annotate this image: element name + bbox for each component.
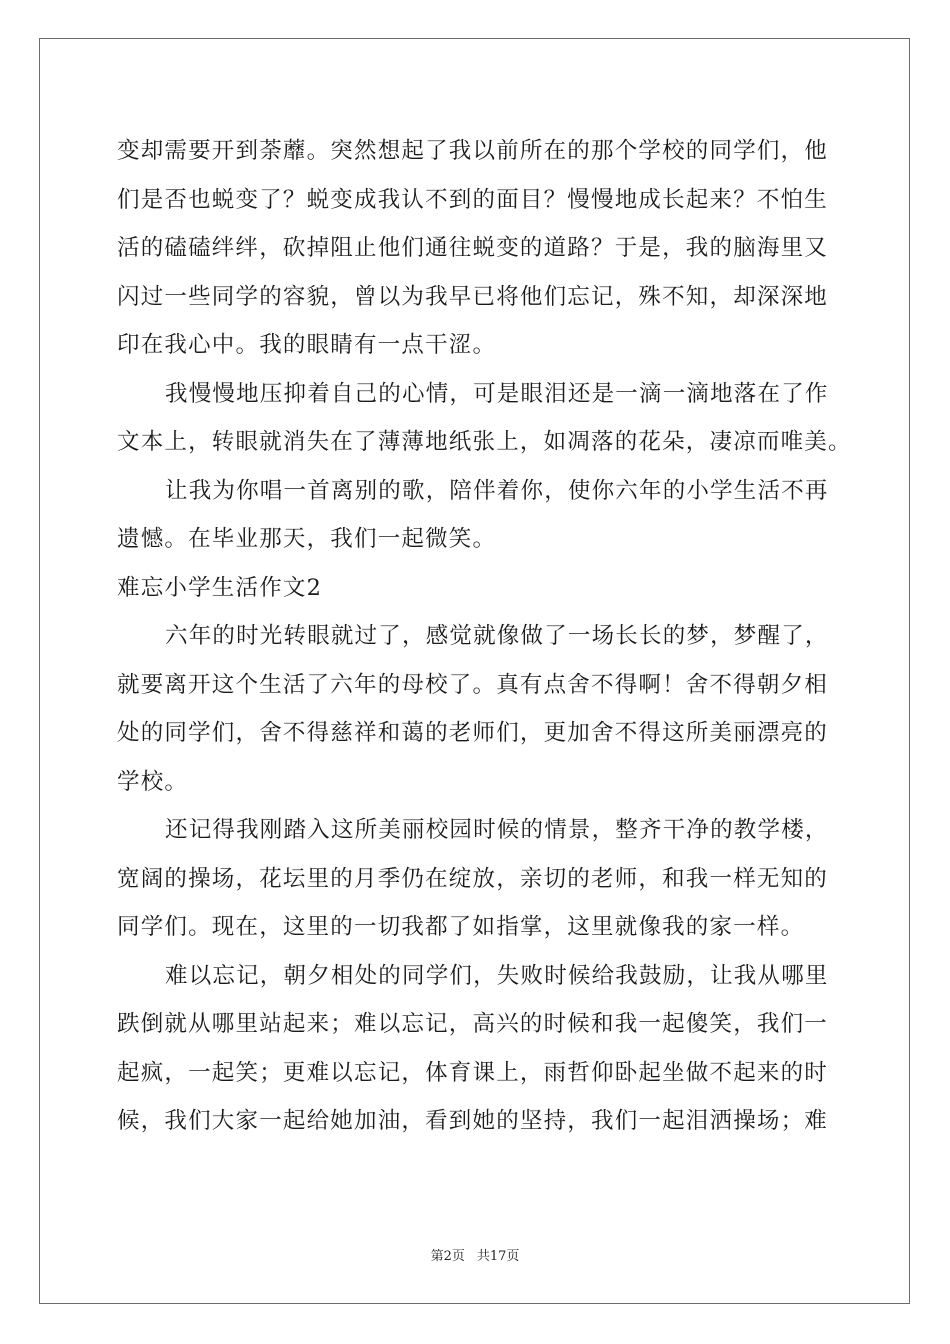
text-line: 们是否也蜕变了？蜕变成我认不到的面目？慢慢地成长起来？不怕生 <box>117 186 829 213</box>
text-line: 同学们。现在，这里的一切我都了如指掌，这里就像我的家一样。 <box>117 914 805 940</box>
text-line: 难忘小学生活作文2 <box>117 574 323 601</box>
text-line: 活的磕磕绊绊，砍掉阻止他们通往蜕变的道路？于是，我的脑海里又 <box>117 235 829 261</box>
text-line: 学校。 <box>117 768 189 795</box>
text-line: 候，我们大家一起给她加油，看到她的坚持，我们一起泪洒操场；难 <box>117 1108 829 1134</box>
page-number: 第2页 <box>430 1249 465 1264</box>
page-footer <box>0 1245 950 1264</box>
page-total: 共17页 <box>476 1249 520 1264</box>
text-line: 遗憾。在毕业那天，我们一起微笑。 <box>117 526 497 552</box>
text-line: 让我为你唱一首离别的歌，陪伴着你，使你六年的小学生活不再 <box>165 477 829 504</box>
document-body <box>117 127 850 1146</box>
text-line: 处的同学们，舍不得慈祥和蔼的老师们，更加舍不得这所美丽漂亮的 <box>117 720 829 746</box>
text-line: 还记得我刚踏入这所美丽校园时候的情景，整齐干净的教学楼， <box>165 817 829 843</box>
text-line: 六年的时光转眼就过了，感觉就像做了一场长长的梦，梦醒了， <box>165 623 829 649</box>
text-line: 起疯，一起笑；更难以忘记，体育课上，雨哲仰卧起坐做不起来的时 <box>117 1059 829 1086</box>
text-line: 文本上，转眼就消失在了薄薄地纸张上，如凋落的花朵，凄凉而唯美。 <box>117 429 852 455</box>
text-line: 就要离开这个生活了六年的母校了。真有点舍不得啊！舍不得朝夕相 <box>117 671 829 698</box>
text-line: 我慢慢地压抑着自己的心情，可是眼泪还是一滴一滴地落在了作 <box>165 380 829 407</box>
text-line: 闪过一些同学的容貌，曾以为我早已将他们忘记，殊不知，却深深地 <box>117 283 829 310</box>
text-line: 难以忘记，朝夕相处的同学们，失败时候给我鼓励，让我从哪里 <box>165 962 829 989</box>
text-line: 跌倒就从哪里站起来；难以忘记，高兴的时候和我一起傻笑，我们一 <box>117 1011 829 1037</box>
text-line: 变却需要开到荼蘼。突然想起了我以前所在的那个学校的同学们，他 <box>117 138 829 164</box>
text-line: 印在我心中。我的眼睛有一点干涩。 <box>117 332 497 358</box>
text-line: 宽阔的操场，花坛里的月季仍在绽放，亲切的老师，和我一样无知的 <box>117 865 829 892</box>
